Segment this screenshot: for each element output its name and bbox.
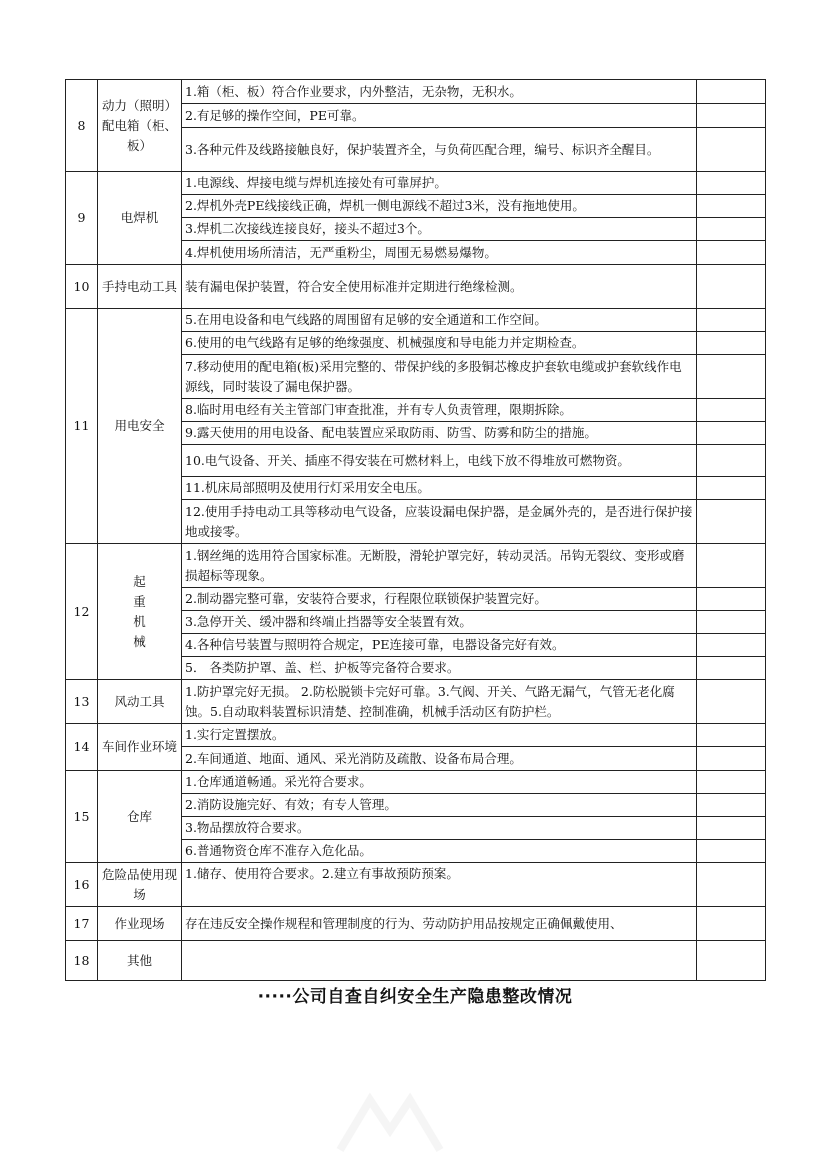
check-item: 2.有足够的操作空间，PE可靠。: [182, 104, 697, 128]
check-item: 12.使用手持电动工具等移动电气设备，应装设漏电保护器，是金属外壳的，是否进行保护接地或接零。: [182, 500, 697, 544]
table-row: [66, 771, 766, 794]
result-cell: [697, 422, 766, 445]
row-number: 13: [66, 680, 98, 724]
check-item: 11.机床局部照明及使用行灯采用安全电压。: [182, 477, 697, 500]
check-item: 1.箱（柜、板）符合作业要求，内外整洁，无杂物，无积水。: [182, 80, 697, 104]
category-name: 其他: [98, 941, 182, 981]
category-name: 车间作业环境: [98, 724, 182, 771]
result-cell: [697, 399, 766, 422]
row-number: 14: [66, 724, 98, 771]
result-cell: [697, 657, 766, 680]
check-item: 2.车间通道、地面、通风、采光消防及疏散、设备布局合理。: [182, 747, 697, 771]
result-cell: [697, 747, 766, 771]
result-cell: [697, 477, 766, 500]
result-cell: [697, 445, 766, 477]
table-row: [66, 907, 766, 941]
check-item: 2.焊机外壳PE线接线正确，焊机一侧电源线不超过3米，没有拖地使用。: [182, 195, 697, 218]
result-cell: [697, 544, 766, 588]
category-name-char: 械: [133, 633, 146, 649]
table-row: [66, 544, 766, 588]
category-name-char: 机: [133, 613, 146, 629]
result-cell: [697, 195, 766, 218]
category-name: 危险品使用现场: [98, 863, 182, 907]
check-item: 2.制动器完整可靠，安装符合要求，行程限位联锁保护装置完好。: [182, 588, 697, 611]
check-item: 1.实行定置摆放。: [182, 724, 697, 747]
category-name: 手持电动工具: [98, 265, 182, 309]
result-cell: [697, 355, 766, 399]
result-cell: [697, 172, 766, 195]
result-cell: [697, 941, 766, 981]
row-number: 15: [66, 771, 98, 863]
row-number: 9: [66, 172, 98, 265]
safety-checklist-table: [65, 79, 766, 981]
watermark-logo-icon: [330, 1090, 450, 1160]
check-item: 9.露天使用的用电设备、配电装置应采取防雨、防雪、防雾和防尘的措施。: [182, 422, 697, 445]
check-item: 2.消防设施完好、有效；有专人管理。: [182, 794, 697, 817]
result-cell: [697, 680, 766, 724]
check-item: 5.在用电设备和电气线路的周围留有足够的安全通道和工作空间。: [182, 309, 697, 332]
check-item: 3.各种元件及线路接触良好，保护装置齐全，与负荷匹配合理，编号、标识齐全醒目。: [182, 128, 697, 172]
category-name: 用电安全: [98, 309, 182, 544]
check-item: 10.电气设备、开关、插座不得安装在可燃材料上，电线下放不得堆放可燃物资。: [182, 445, 697, 477]
check-item: 装有漏电保护装置，符合安全使用标准并定期进行绝缘检测。: [182, 265, 697, 309]
check-item: 1.钢丝绳的选用符合国家标准。无断股，滑轮护罩完好，转动灵活。吊钩无裂纹、变形或磨损超标等现象。: [182, 544, 697, 588]
result-cell: [697, 771, 766, 794]
result-cell: [697, 611, 766, 634]
result-cell: [697, 332, 766, 355]
result-cell: [697, 840, 766, 863]
result-cell: [697, 265, 766, 309]
check-item: 3.物品摆放符合要求。: [182, 817, 697, 840]
row-number: 8: [66, 80, 98, 172]
row-number: 11: [66, 309, 98, 544]
check-item: 6.普通物资仓库不准存入危化品。: [182, 840, 697, 863]
check-item: [182, 941, 697, 981]
table-row: [66, 265, 766, 309]
category-name: 仓库: [98, 771, 182, 863]
check-item: 7.移动使用的配电箱(板)采用完整的、带保护线的多股铜芯橡皮护套软电缆或护套软线作电源线，同时装设了漏电保护器。: [182, 355, 697, 399]
result-cell: [697, 309, 766, 332]
check-item: 1.仓库通道畅通。采光符合要求。: [182, 771, 697, 794]
check-item: 4.各种信号装置与照明符合规定，PE连接可靠，电器设备完好有效。: [182, 634, 697, 657]
check-item: 8.临时用电经有关主管部门审查批准，并有专人负责管理，限期拆除。: [182, 399, 697, 422]
category-name: 作业现场: [98, 907, 182, 941]
result-cell: [697, 241, 766, 265]
result-cell: [697, 500, 766, 544]
check-item: 1.电源线、焊接电缆与焊机连接处有可靠屏护。: [182, 172, 697, 195]
result-cell: [697, 634, 766, 657]
category-name-char: 起: [133, 573, 146, 589]
result-cell: [697, 218, 766, 241]
check-item: 3.焊机二次接线连接良好，接头不超过3个。: [182, 218, 697, 241]
table-row: [66, 941, 766, 981]
category-name-char: 重: [133, 593, 146, 609]
row-number: 17: [66, 907, 98, 941]
category-name: 电焊机: [98, 172, 182, 265]
result-cell: [697, 863, 766, 907]
row-number: 18: [66, 941, 98, 981]
check-item: 存在违反安全操作规程和管理制度的行为、劳动防护用品按规定正确佩戴使用、: [182, 907, 697, 941]
category-name-text: [101, 572, 178, 652]
table-row: [66, 863, 766, 907]
result-cell: [697, 907, 766, 941]
result-cell: [697, 724, 766, 747]
table-row: [66, 80, 766, 104]
table-row: [66, 309, 766, 332]
category-name: 动力（照明）配电箱（柜、板）: [98, 80, 182, 172]
table-row: [66, 172, 766, 195]
check-item: 6.使用的电气线路有足够的绝缘强度、机械强度和导电能力并定期检查。: [182, 332, 697, 355]
section-title: ·····公司自查自纠安全生产隐患整改情况: [257, 987, 573, 1007]
check-item: 3.急停开关、缓冲器和终端止挡器等安全装置有效。: [182, 611, 697, 634]
check-item: 4.焊机使用场所清洁，无严重粉尘，周围无易燃易爆物。: [182, 241, 697, 265]
result-cell: [697, 80, 766, 104]
result-cell: [697, 128, 766, 172]
row-number: 12: [66, 544, 98, 680]
table-row: [66, 680, 766, 724]
check-item: 1.储存、使用符合要求。2.建立有事故预防预案。: [182, 863, 697, 907]
result-cell: [697, 817, 766, 840]
category-name: 风动工具: [98, 680, 182, 724]
table-row: [66, 724, 766, 747]
category-name: [98, 544, 182, 680]
result-cell: [697, 794, 766, 817]
result-cell: [697, 588, 766, 611]
result-cell: [697, 104, 766, 128]
check-item: 5． 各类防护罩、盖、栏、护板等完备符合要求。: [182, 657, 697, 680]
row-number: 16: [66, 863, 98, 907]
row-number: 10: [66, 265, 98, 309]
check-item: 1.防护罩完好无损。 2.防松脱锁卡完好可靠。3.气阀、开关、气路无漏气，气管无老化腐蚀。5.自动取料装置标识清楚、控制准确，机械手活动区有防护栏。: [182, 680, 697, 724]
